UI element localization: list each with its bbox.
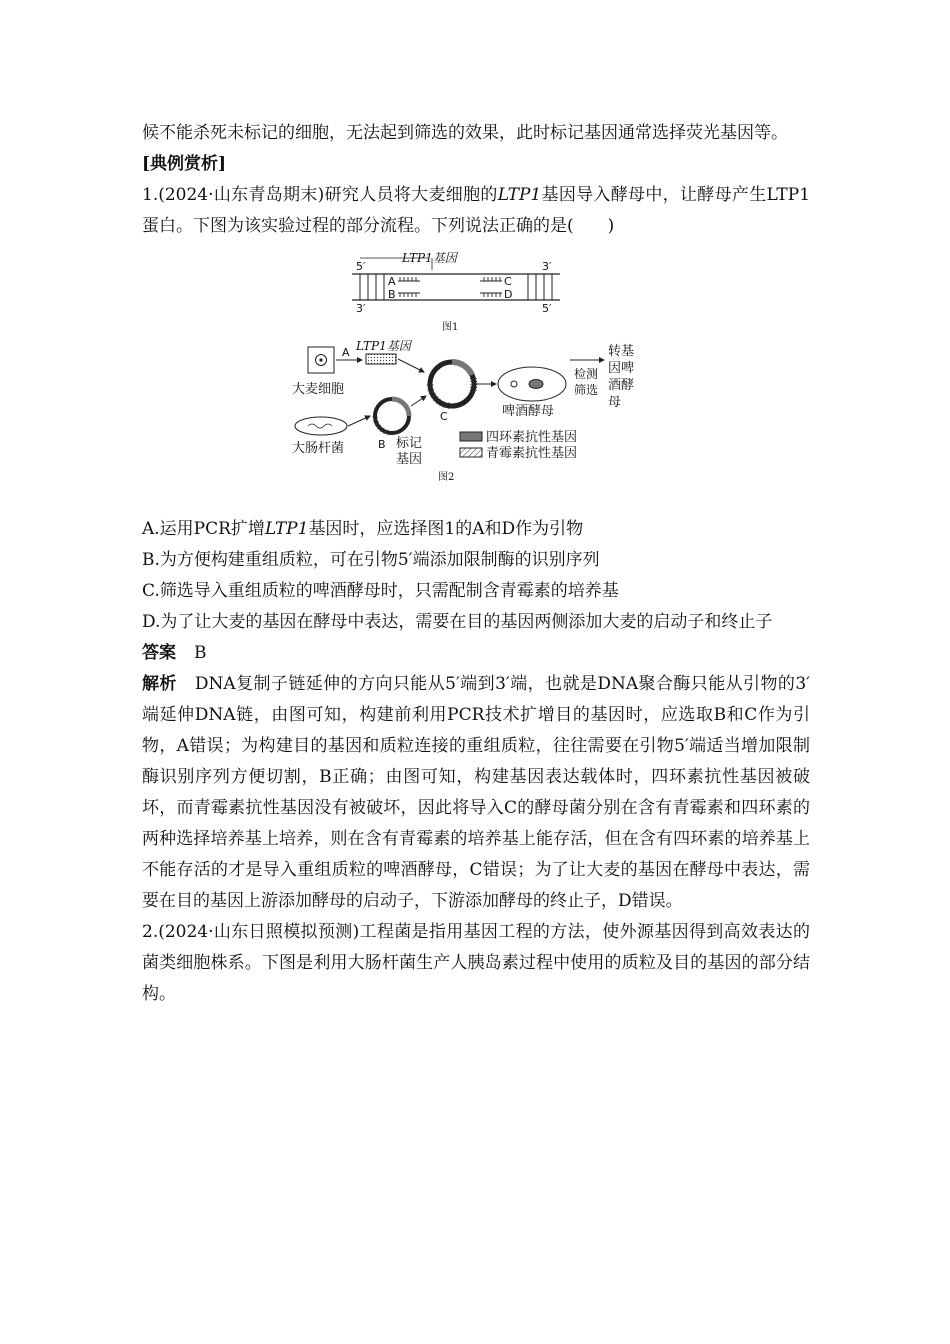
legend-pen-label: 青霉素抗性基因 — [486, 446, 578, 461]
section-title: [典例赏析] — [142, 154, 227, 174]
figure-1 — [352, 251, 560, 333]
fig2-caption: 图2 — [438, 472, 455, 483]
marker-gene-line1: 标记 — [396, 436, 423, 451]
ecoli-label: 大肠杆菌 — [292, 441, 345, 456]
question-1-stem: 1.(2024·山东青岛期末)研究人员将大麦细胞的LTP1基因导入酵母中，让酵母产生LTP1蛋白。下图为该实验过程的部分流程。下列说法正确的是( ) — [142, 185, 811, 236]
result-line4: 母 — [608, 395, 622, 410]
ecoli-icon — [295, 417, 347, 435]
primer-A: A — [388, 275, 396, 288]
fig1-3prime-top: 3′ — [542, 260, 552, 273]
yeast-label: 啤酒酵母 — [502, 404, 555, 419]
answer-value: B — [194, 643, 207, 663]
gene-name: LTP1 — [497, 185, 542, 205]
legend-tet-label: 四环素抗性基因 — [486, 430, 578, 445]
detect-line2: 筛选 — [574, 383, 599, 397]
fig1-5prime-top: 5′ — [356, 260, 366, 273]
result-line1: 转基 — [608, 344, 635, 359]
analysis-text: DNA复制子链延伸的方向只能从5′端到3′端，也就是DNA聚合酶只能从引物的3′端延伸DNA链，由图可知，构建前利用PCR技术扩增目的基因时，应选取B和C作为引物，A错误；为构建目的基因和质粒连接的重组质粒，往往需要在引物5′端适当增加限制酶识别序列方便切割，B正确；由图可知，构建基因表达载体时，四环素抗性基因被破坏，而青霉素抗性基因没有被破坏，因此将导入C的酵母菌分别在含有青霉素和四环素的两种选择培养基上培养，则在含有青霉素的培养基上能存活，但在含有四环素的培养基上不能存活的才是导入重组质粒的啤酒酵母，C错误；为了让大麦的基因在酵母中表达，需要在目的基因上游添加酵母的启动子，下游添加酵母的终止子，D错误。 — [142, 674, 811, 911]
detect-line1: 检测 — [574, 367, 599, 381]
plasmid-B-tet — [392, 399, 409, 416]
analysis-paragraph — [142, 669, 810, 917]
step-A-label: A — [342, 346, 350, 359]
plasmid-C-insert — [472, 375, 474, 393]
primer-B: B — [388, 288, 396, 301]
answer-line — [142, 638, 810, 669]
option-D: D.为了让大麦的基因在酵母中表达，需要在目的基因两侧添加大麦的启动子和终止子 — [142, 612, 773, 632]
legend-tet-swatch — [460, 432, 482, 441]
option-C: C.筛选导入重组质粒的啤酒酵母时，只需配制含青霉素的培养基 — [142, 581, 619, 601]
analysis-label: 解析 — [142, 674, 177, 694]
fig2-gene-label: LTP1基因 — [356, 339, 411, 353]
option-A: A.运用PCR扩增LTP1基因时，应选择图1的A和D作为引物 — [142, 519, 584, 539]
legend-pen-swatch — [460, 448, 482, 457]
figure-container — [142, 242, 810, 514]
fig1-5prime-bottom: 5′ — [542, 302, 552, 315]
ltp1-gene-segment — [366, 354, 396, 364]
answer-label: 答案 — [142, 643, 176, 663]
figure-2 — [292, 339, 634, 483]
plasmid-B-label: B — [378, 438, 386, 451]
fig1-caption: 图1 — [442, 322, 459, 333]
primer-C: C — [504, 275, 512, 288]
question-2-stem: 2.(2024·山东日照模拟预测)工程菌是指用基因工程的方法，使外源基因得到高效表达的菌类细胞株系。下图是利用大肠杆菌生产人胰岛素过程中使用的质粒及目的基因的部分结构。 — [142, 922, 810, 1004]
plasmid-C-pen — [430, 384, 452, 406]
intro-paragraph: 候不能杀死未标记的细胞，无法起到筛选的效果，此时标记基因通常选择荧光基因等。 — [142, 123, 788, 143]
plasmid-C-label: C — [440, 410, 448, 423]
document-page — [142, 118, 810, 1010]
result-line2: 因啤 — [608, 361, 635, 376]
barley-cell-label: 大麦细胞 — [292, 382, 345, 397]
primer-D: D — [504, 288, 513, 301]
plasmid-C-tet — [452, 362, 472, 375]
figures-svg — [292, 248, 635, 510]
option-B: B.为方便构建重组质粒，可在引物5′端添加限制酶的识别序列 — [142, 550, 600, 570]
arrow-plasmid-to-C — [411, 396, 426, 406]
primer-ticks — [398, 277, 502, 297]
fig1-gene-label: LTP1基因 — [402, 251, 457, 265]
plasmid-B-pen — [375, 416, 392, 433]
result-line3: 酒酵 — [608, 378, 635, 393]
fig1-3prime-bottom: 3′ — [356, 302, 366, 315]
arrow-ecoli — [348, 416, 370, 426]
marker-gene-line2: 基因 — [396, 452, 423, 467]
arrow-gene-to-C — [398, 359, 424, 372]
